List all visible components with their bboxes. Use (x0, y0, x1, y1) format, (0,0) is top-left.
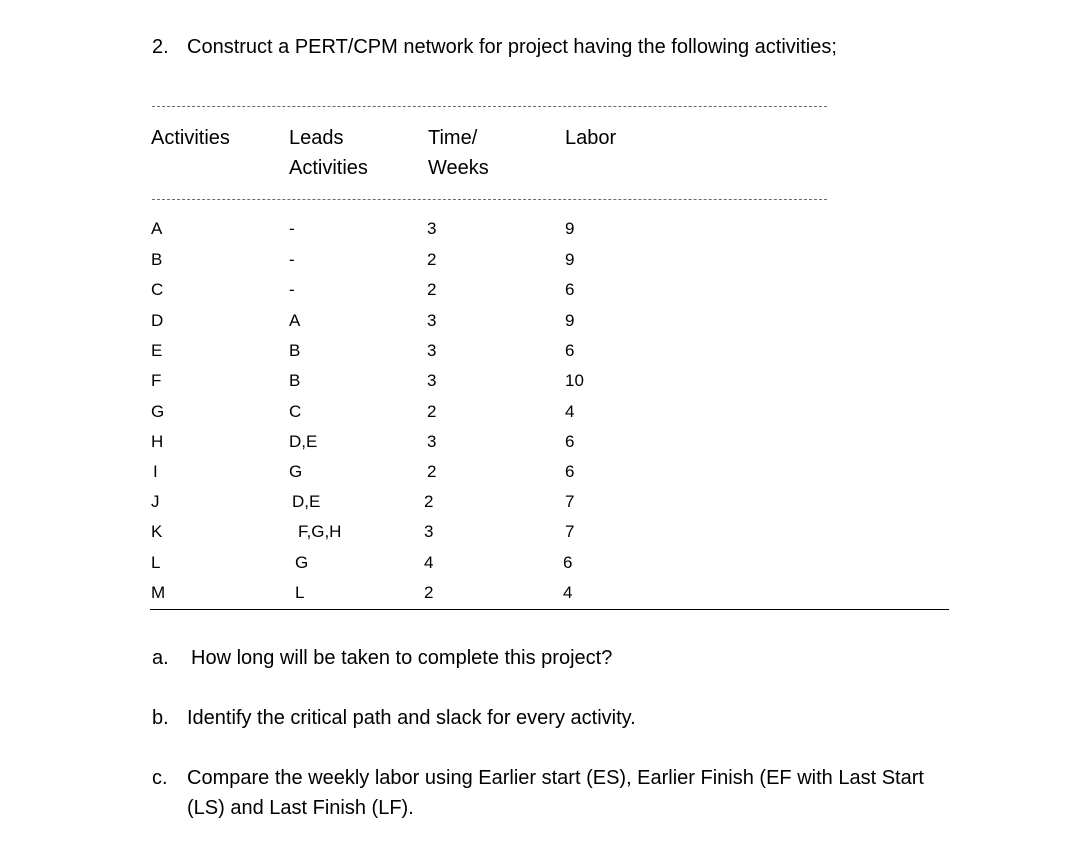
cell-activity: K (151, 522, 163, 541)
table-bottom-rule (150, 609, 949, 610)
cell-leads: - (289, 250, 295, 269)
cell-leads: C (289, 402, 302, 421)
cell-activity: F (151, 371, 162, 390)
part-a-text: How long will be taken to complete this project? (191, 647, 613, 669)
cell-leads: - (289, 280, 295, 299)
part-b-text: Identify the critical path and slack for every activity. (187, 707, 636, 729)
cell-leads: B (289, 341, 301, 360)
cell-activity: A (151, 219, 163, 238)
cell-time: 3 (427, 432, 437, 451)
cell-time: 3 (427, 311, 437, 330)
cell-leads: D,E (289, 432, 318, 451)
cell-labor: 7 (565, 522, 575, 541)
cell-time: 3 (424, 522, 434, 541)
cell-activity: D (151, 311, 164, 330)
cell-leads: A (289, 311, 301, 330)
cell-time: 2 (427, 250, 437, 269)
cell-labor: 10 (565, 371, 584, 390)
cell-activity: B (151, 250, 163, 269)
part-c-text-line1: Compare the weekly labor using Earlier start (ES), Earlier Finish (EF with Last Start (187, 767, 924, 789)
cell-labor: 6 (565, 341, 575, 360)
cell-leads: - (289, 219, 295, 238)
cell-labor: 6 (565, 280, 575, 299)
cell-time: 2 (427, 402, 437, 421)
cell-activity: C (151, 280, 164, 299)
header-time-line2: Weeks (428, 157, 489, 179)
part-b-label: b. (152, 707, 169, 729)
cell-leads: G (289, 462, 303, 481)
cell-time: 3 (427, 219, 437, 238)
cell-leads: L (295, 583, 305, 602)
header-time-line1: Time/ (428, 127, 478, 149)
cell-activity: J (151, 492, 160, 511)
cell-labor: 4 (563, 583, 573, 602)
table-header-dashed-rule (152, 199, 827, 200)
cell-time: 3 (427, 371, 437, 390)
cell-labor: 4 (565, 402, 575, 421)
cell-activity: G (151, 402, 165, 421)
cell-labor: 9 (565, 250, 575, 269)
part-c-text-line2: (LS) and Last Finish (LF). (187, 797, 414, 819)
cell-time: 2 (427, 462, 437, 481)
question-text: Construct a PERT/CPM network for project having the following activities; (187, 36, 837, 58)
cell-time: 3 (427, 341, 437, 360)
cell-leads: F,G,H (298, 522, 342, 541)
header-labor: Labor (565, 127, 617, 149)
header-activities: Activities (151, 127, 230, 149)
header-leads-line1: Leads (289, 127, 344, 149)
cell-activity: E (151, 341, 163, 360)
cell-time: 4 (424, 553, 434, 572)
question-number: 2. (152, 36, 169, 58)
cell-labor: 6 (565, 462, 575, 481)
part-a-label: a. (152, 647, 169, 669)
cell-time: 2 (424, 492, 434, 511)
cell-leads: D,E (292, 492, 321, 511)
cell-activity: H (151, 432, 164, 451)
cell-time: 2 (424, 583, 434, 602)
cell-labor: 6 (563, 553, 573, 572)
header-leads-line2: Activities (289, 157, 368, 179)
cell-labor: 9 (565, 219, 575, 238)
cell-activity: M (151, 583, 166, 602)
table-top-dashed-rule (152, 106, 827, 107)
cell-leads: B (289, 371, 301, 390)
part-c-label: c. (152, 767, 168, 789)
cell-time: 2 (427, 280, 437, 299)
cell-activity: L (151, 553, 161, 572)
cell-labor: 9 (565, 311, 575, 330)
cell-activity: I (153, 462, 158, 481)
cell-leads: G (295, 553, 309, 572)
cell-labor: 6 (565, 432, 575, 451)
cell-labor: 7 (565, 492, 575, 511)
